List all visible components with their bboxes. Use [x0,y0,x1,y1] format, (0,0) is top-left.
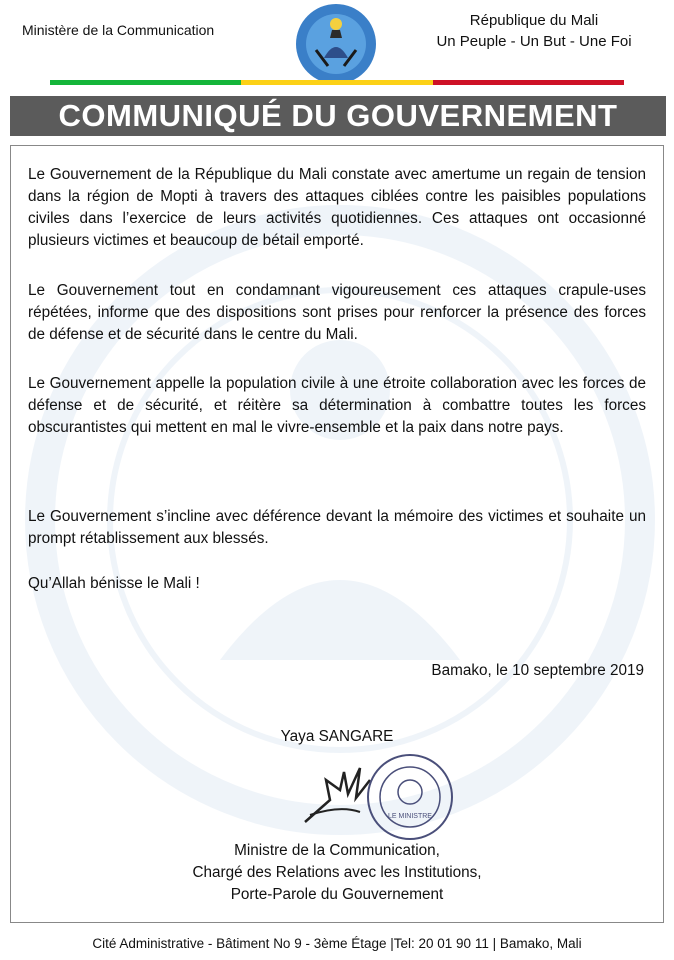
republic-header [414,10,654,52]
paragraph-2: Le Gouvernement tout en condamnant vigoureusement ces attaques crapule-uses répétées, informe que des dispositions sont prises pour renforcer la présence des forces de défense et de sécurité dans le centre du Mali. [28,282,646,343]
official-seal [365,752,455,842]
paragraph-4: Le Gouvernement s’incline avec déférence devant la mémoire des victimes et souhaite un prompt rétablissement aux blessés. [28,508,646,547]
ministry-name: Ministère de la Communication [22,22,215,38]
footer-address: Cité Administrative - Bâtiment No 9 - 3ème Étage |Tel: 20 01 90 11 | Bamako, Mali [92,936,582,951]
mali-coat-of-arms-icon [294,2,378,86]
signer-title-2: Chargé des Relations avec les Institutions, [192,864,482,881]
paragraph-1: Le Gouvernement de la République du Mali constate avec amertume un regain de tension dans la région de Mopti à travers des attaques ciblées contre les paisibles populations civiles dans l’exercice de leurs activités quotidiennes. Ces attaques ont occasionné plusieurs victimes et beaucoup de bétail emporté. [28,166,646,249]
document-title: COMMUNIQUÉ DU GOUVERNEMENT [10,96,666,136]
flag-yellow [241,80,432,85]
paragraph-3: Le Gouvernement appelle la population civile à une étroite collaboration avec les forces de défense et de sécurité, et réitère sa détermination à combattre toutes les forces obscurantistes qui mettent en mal le vivre-ensemble et la paix dans notre pays. [28,375,646,436]
flag-red [433,80,624,85]
flag-stripe [50,80,624,85]
signer-title-3: Porte-Parole du Gouvernement [230,886,444,903]
flag-green [50,80,241,85]
seal-label: LE MINISTRE [388,813,432,820]
date-line: Bamako, le 10 septembre 2019 [431,662,644,679]
republic-name: République du Mali [469,12,599,29]
paragraph-5: Qu’Allah bénisse le Mali ! [28,575,200,592]
signer-name: Yaya SANGARE [280,728,394,745]
national-motto: Un Peuple - Un But - Une Foi [436,33,632,50]
signer-title-1: Ministre de la Communication, [234,842,440,859]
signer-titles [0,840,674,906]
